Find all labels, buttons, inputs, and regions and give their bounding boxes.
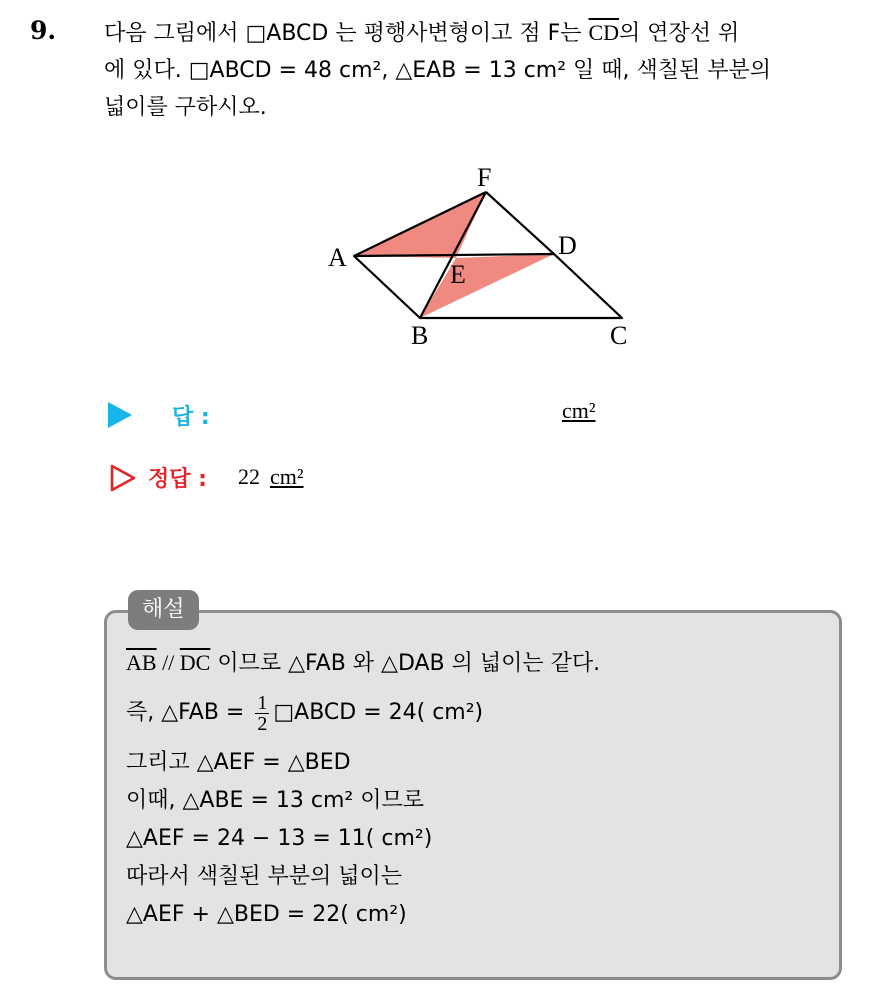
solution-line-2: 즉, △FAB = $\frac{1}{2}$ □ABCD = 24( cm²) bbox=[126, 691, 484, 735]
solution-line-4: 이때, △ABE = 13 cm² 이므로 bbox=[126, 788, 424, 813]
label-c: C bbox=[610, 321, 628, 350]
solution-text bbox=[126, 644, 600, 934]
fraction-one-half: $\frac{1}{2}$ bbox=[257, 691, 268, 735]
correct-answer-row bbox=[108, 462, 508, 498]
question-line-1: 다음 그림에서 □ABCD 는 평행사변형이고 점 F는 $\overline{CD}$의 연장선 위 bbox=[104, 20, 740, 46]
outline-triangle-icon bbox=[110, 464, 136, 492]
solution-line-6: 따라서 색칠된 부분의 넓이는 bbox=[126, 864, 403, 889]
correct-answer-value: 22 cm² bbox=[238, 464, 304, 489]
answer-label: 답 : bbox=[172, 405, 210, 430]
solution-tab: 해설 bbox=[128, 590, 199, 630]
answer-unit: cm² bbox=[562, 398, 596, 423]
segment-fd bbox=[486, 192, 554, 254]
label-d: D bbox=[558, 231, 577, 260]
solution-line-5: △AEF = 24 − 13 = 11( cm²) bbox=[126, 826, 433, 851]
question-line-3: 넓이를 구하시오. bbox=[104, 95, 267, 120]
shaded-triangle-bed bbox=[420, 254, 554, 318]
parallelogram-figure bbox=[320, 160, 660, 360]
solution-line-1: $\overline{AB} // \overline{DC}$ 이므로 △FAB 와 △DAB 의 넓이는 같다. bbox=[126, 650, 601, 676]
label-e: E bbox=[450, 260, 466, 289]
label-b: B bbox=[411, 321, 429, 350]
question-line-2: 에 있다. □ABCD = 48 cm², △EAB = 13 cm² 일 때, 색칠된 부분의 bbox=[104, 58, 772, 83]
answer-row bbox=[108, 398, 596, 434]
solution-line-3: 그리고 △AEF = △BED bbox=[126, 750, 351, 775]
question-number: 9. bbox=[30, 16, 57, 45]
correct-answer-label: 정답 : bbox=[148, 467, 207, 492]
filled-triangle-icon bbox=[108, 402, 132, 428]
label-f: F bbox=[477, 163, 492, 192]
solution-line-7: △AEF + △BED = 22( cm²) bbox=[126, 902, 407, 927]
segment-cd: $\overline{CD}$ bbox=[588, 20, 620, 45]
label-a: A bbox=[328, 243, 347, 272]
question-text bbox=[104, 14, 864, 126]
